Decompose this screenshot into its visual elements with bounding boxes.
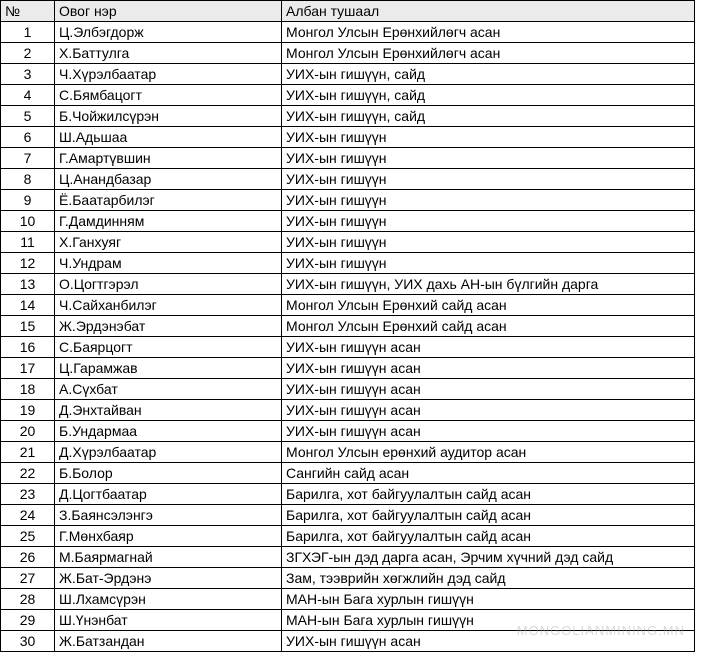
row-position: ЗГХЭГ-ын дэд дарга асан, Эрчим хүчний дэд сайд (282, 547, 695, 568)
row-name: Ч.Ундрам (55, 253, 282, 274)
table-body (1, 22, 695, 652)
row-number: 17 (1, 358, 55, 379)
column-header-position: Албан тушаал (282, 1, 695, 22)
row-position: УИХ-ын гишүүн, сайд (282, 85, 695, 106)
row-position: УИХ-ын гишүүн, УИХ дахь АН-ын бүлгийн дарга (282, 274, 695, 295)
table-row (1, 64, 695, 85)
row-name: Ч.Сайханбилэг (55, 295, 282, 316)
table-row (1, 505, 695, 526)
row-number: 25 (1, 526, 55, 547)
row-number: 22 (1, 463, 55, 484)
row-name: Ч.Хүрэлбаатар (55, 64, 282, 85)
row-name: Г.Амартүвшин (55, 148, 282, 169)
table-row (1, 190, 695, 211)
row-number: 10 (1, 211, 55, 232)
row-number: 8 (1, 169, 55, 190)
row-position: Барилга, хот байгуулалтын сайд асан (282, 526, 695, 547)
row-number: 3 (1, 64, 55, 85)
row-name: Ё.Баатарбилэг (55, 190, 282, 211)
table-row (1, 568, 695, 589)
row-name: Г.Мөнхбаяр (55, 526, 282, 547)
row-position: УИХ-ын гишүүн (282, 232, 695, 253)
row-name: Ж.Батзандан (55, 631, 282, 652)
column-header-number: № (1, 1, 55, 22)
row-number: 30 (1, 631, 55, 652)
row-position: УИХ-ын гишүүн (282, 148, 695, 169)
row-name: Ш.Адьшаа (55, 127, 282, 148)
row-number: 21 (1, 442, 55, 463)
row-number: 18 (1, 379, 55, 400)
table-row (1, 148, 695, 169)
table-row (1, 526, 695, 547)
row-position: УИХ-ын гишүүн асан (282, 358, 695, 379)
row-number: 6 (1, 127, 55, 148)
row-position: УИХ-ын гишүүн (282, 169, 695, 190)
table-row (1, 274, 695, 295)
row-position: УИХ-ын гишүүн (282, 253, 695, 274)
table-row (1, 484, 695, 505)
row-position: УИХ-ын гишүүн (282, 127, 695, 148)
row-number: 24 (1, 505, 55, 526)
table-row (1, 421, 695, 442)
row-name: Б.Ундармаа (55, 421, 282, 442)
row-position: УИХ-ын гишүүн асан (282, 379, 695, 400)
row-number: 23 (1, 484, 55, 505)
row-number: 9 (1, 190, 55, 211)
row-name: Х.Ганхуяг (55, 232, 282, 253)
row-name: З.Баянсэлэнгэ (55, 505, 282, 526)
row-number: 12 (1, 253, 55, 274)
row-name: Ш.Үнэнбат (55, 610, 282, 631)
table-row (1, 106, 695, 127)
row-position: УИХ-ын гишүүн (282, 190, 695, 211)
table-row (1, 232, 695, 253)
row-name: Д.Цогтбаатар (55, 484, 282, 505)
table-row (1, 316, 695, 337)
row-position: Монгол Улсын Ерөнхий сайд асан (282, 295, 695, 316)
row-number: 14 (1, 295, 55, 316)
row-position: УИХ-ын гишүүн асан (282, 337, 695, 358)
row-position: Монгол Улсын ерөнхий аудитор асан (282, 442, 695, 463)
table-row (1, 589, 695, 610)
row-position: УИХ-ын гишүүн, сайд (282, 106, 695, 127)
row-position: Монгол Улсын Ерөнхий сайд асан (282, 316, 695, 337)
column-header-name: Овог нэр (55, 1, 282, 22)
row-name: Х.Баттулга (55, 43, 282, 64)
table-row (1, 85, 695, 106)
table-row (1, 547, 695, 568)
row-number: 5 (1, 106, 55, 127)
row-name: Д.Энхтайван (55, 400, 282, 421)
table-row (1, 400, 695, 421)
row-number: 2 (1, 43, 55, 64)
row-number: 15 (1, 316, 55, 337)
row-name: Б.Болор (55, 463, 282, 484)
row-name: Ж.Эрдэнэбат (55, 316, 282, 337)
table-row (1, 442, 695, 463)
row-name: С.Баярцогт (55, 337, 282, 358)
row-position: Монгол Улсын Ерөнхийлөгч асан (282, 22, 695, 43)
row-name: Ж.Бат-Эрдэнэ (55, 568, 282, 589)
table-row (1, 610, 695, 631)
row-position: УИХ-ын гишүүн асан (282, 421, 695, 442)
row-number: 7 (1, 148, 55, 169)
row-position: УИХ-ын гишүүн, сайд (282, 64, 695, 85)
row-position: УИХ-ын гишүүн (282, 211, 695, 232)
table-row (1, 253, 695, 274)
row-name: Д.Хүрэлбаатар (55, 442, 282, 463)
table-row (1, 631, 695, 652)
table-row (1, 463, 695, 484)
table-row (1, 43, 695, 64)
table-row (1, 379, 695, 400)
row-position: УИХ-ын гишүүн асан (282, 631, 695, 652)
row-position: Барилга, хот байгуулалтын сайд асан (282, 505, 695, 526)
row-number: 20 (1, 421, 55, 442)
row-number: 13 (1, 274, 55, 295)
table-row (1, 295, 695, 316)
row-number: 26 (1, 547, 55, 568)
row-position: УИХ-ын гишүүн асан (282, 400, 695, 421)
row-number: 4 (1, 85, 55, 106)
row-name: Ц.Гарамжав (55, 358, 282, 379)
row-name: Г.Дамдинням (55, 211, 282, 232)
table-header-row (1, 1, 695, 22)
row-number: 27 (1, 568, 55, 589)
row-name: А.Сүхбат (55, 379, 282, 400)
row-position: МАН-ын Бага хурлын гишүүн (282, 589, 695, 610)
row-name: Ш.Лхамсүрэн (55, 589, 282, 610)
row-number: 29 (1, 610, 55, 631)
row-name: С.Бямбацогт (55, 85, 282, 106)
row-position: Сангийн сайд асан (282, 463, 695, 484)
row-number: 19 (1, 400, 55, 421)
row-number: 1 (1, 22, 55, 43)
row-position: Барилга, хот байгуулалтын сайд асан (282, 484, 695, 505)
table-row (1, 127, 695, 148)
table-row (1, 211, 695, 232)
watermark: MONGOLIANMINING.MN (516, 623, 685, 638)
row-position: Монгол Улсын Ерөнхийлөгч асан (282, 43, 695, 64)
row-position: Зам, тээврийн хөгжлийн дэд сайд (282, 568, 695, 589)
table-row (1, 169, 695, 190)
row-name: О.Цогтгэрэл (55, 274, 282, 295)
row-name: Ц.Анандбазар (55, 169, 282, 190)
row-name: М.Баярмагнай (55, 547, 282, 568)
row-number: 28 (1, 589, 55, 610)
row-name: Б.Чойжилсүрэн (55, 106, 282, 127)
row-number: 16 (1, 337, 55, 358)
row-number: 11 (1, 232, 55, 253)
table-row (1, 337, 695, 358)
row-name: Ц.Элбэгдорж (55, 22, 282, 43)
table-row (1, 22, 695, 43)
row-position: МАН-ын Бага хурлын гишүүн (282, 610, 695, 631)
table-row (1, 358, 695, 379)
